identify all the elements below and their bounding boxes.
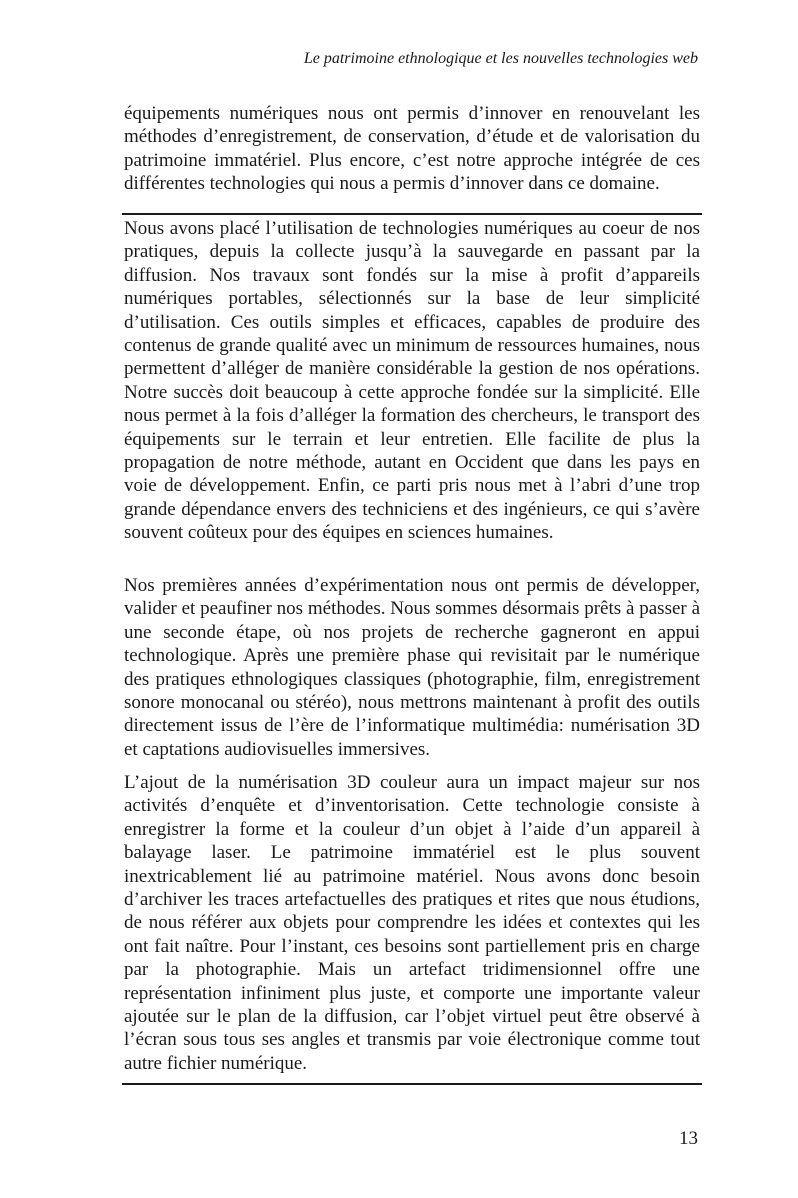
paragraph-2: Nous avons placé l’utilisation de technologies numériques au coeur de nos pratiques, depuis la collecte jusqu’à la sauvegarde en passant par la diffusion. Nos travaux sont fondés sur la mise à profit d’appareils numériques portables, sélectionnés sur la base de leur simplicité d’utilisation. Ces outils simples et efficaces, capables de produire des contenus de grande qualité avec un minimum de ressources humaines, nous permettent d’alléger de manière considérable la gestion de nos opérations. Notre succès doit beaucoup à cette approche fondée sur la simplicité. Elle nous permet à la fois d’alléger la formation des chercheurs, le transport des équipements sur le terrain et leur entretien. Elle facilite de plus la propagation de notre méthode, autant en Occident que dans les pays en voie de développement. Enfin, ce parti pris nous met à l’abri d’une trop grande dépendance envers des techniciens et des ingénieurs, ce qui s’avère souvent coûteux pour des équipes en sciences humaines. [124,218,700,544]
running-header: Le patrimoine ethnologique et les nouvelles technologies web [303,50,698,67]
top-divider-rule [122,213,702,215]
page-number: 13 [679,1128,698,1149]
bottom-divider-rule [122,1083,702,1085]
paragraph-3: Nos premières années d’expérimentation nous ont permis de développer, valider et peaufiner nos méthodes. Nous sommes désormais prêts à passer à une seconde étape, où nos projets de recherche gagneront en appui technologique. Après une première phase qui revisitait par le numérique des pratiques ethnologiques classiques (photographie, film, enregistrement sonore monocanal ou stéréo), nous mettrons maintenant à profit des outils directement issus de l’ère de l’informatique multimédia: numérisation 3D et captations audiovisuelles immersives. [124,575,700,760]
paragraph-1: équipements numériques nous ont permis d’innover en renouvelant les méthodes d’enregistrement, de conservation, d’étude et de valorisation du patrimoine immatériel. Plus encore, c’est notre approche intégrée de ces différentes technologies qui nous a permis d’innover dans ce domaine. [124,103,700,195]
paragraph-4: L’ajout de la numérisation 3D couleur aura un impact majeur sur nos activités d’enquête et d’inventorisation. Cette technologie consiste à enregistrer la forme et la couleur d’un objet à l’aide d’un appareil à balayage laser. Le patrimoine immatériel est le plus souvent inextricablement lié au patrimoine matériel. Nous avons donc besoin d’archiver les traces artefactuelles des pratiques et rites que nous étudions, de nous référer aux objets pour comprendre les idées et contextes qui les ont fait naître. Pour l’instant, ces besoins sont partiellement pris en charge par la photographie. Mais un artefact tridimensionnel offre une représentation infiniment plus juste, et comporte une importante valeur ajoutée sur le plan de la diffusion, car l’objet virtuel peut être observé à l’écran sous tous ses angles et transmis par voie électronique comme tout autre fichier numérique. [124,772,700,1074]
